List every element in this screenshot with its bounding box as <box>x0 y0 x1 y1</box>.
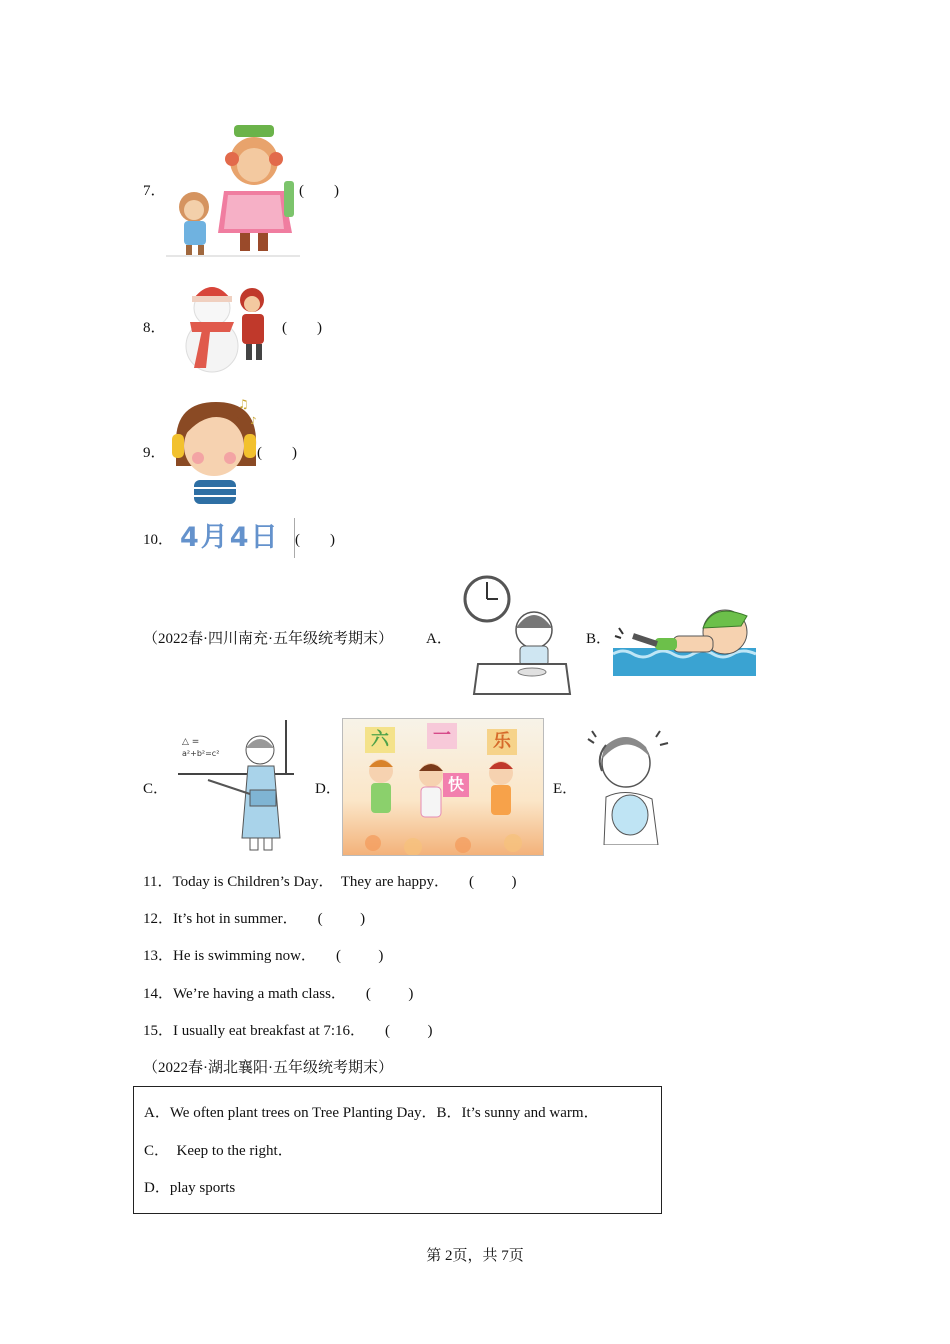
option-d-label: D． <box>315 781 341 797</box>
sentence-blank: ( ) <box>335 948 384 964</box>
sign-yi: 一 <box>427 723 457 749</box>
box-line-c: C． Keep to the right． <box>144 1143 293 1159</box>
sentence-number: 15． <box>143 1023 174 1039</box>
question-9-blank: ( ) <box>257 445 297 461</box>
sentence-blank: ( ) <box>469 874 517 890</box>
sign-kuai: 快 <box>443 773 469 797</box>
boy-sweating-hot-image <box>586 727 674 845</box>
clock-girl-breakfast-image <box>462 572 574 696</box>
options-box <box>133 1086 662 1214</box>
section3-source: （2022春·湖北襄阳·五年级统考期末） <box>143 1060 393 1076</box>
option-a-label: A． <box>426 631 452 647</box>
children-figures <box>343 719 543 855</box>
box-line-d: D．play sports <box>144 1180 236 1196</box>
section2-source: （2022春·四川南充·五年级统考期末） <box>143 631 393 647</box>
sentence-text: It’s hot in summer． <box>173 911 298 927</box>
option-e-label: E． <box>553 781 578 797</box>
sentence-number: 11． <box>143 874 173 890</box>
sentence-text: I usually eat breakfast at 7:16． <box>173 1023 366 1039</box>
svg-text:△ =: △ = <box>182 737 200 747</box>
question-8-number: 8． <box>143 320 166 336</box>
svg-text:♪: ♪ <box>250 416 257 427</box>
box-line-ab: A．We often plant trees on Tree Planting Day．B．It’s sunny and warm． <box>144 1105 599 1121</box>
girl-listening-music-image <box>166 396 266 504</box>
question-7-number: 7． <box>143 183 166 199</box>
sentence-number: 13． <box>143 948 174 964</box>
date-text: 4月4日 <box>180 522 280 553</box>
teacher-math-class-image <box>178 720 294 854</box>
sentence-13 <box>143 947 383 965</box>
boy-swimming-image <box>613 596 756 676</box>
sentence-blank: ( ) <box>385 1023 433 1039</box>
page-footer: 第 2页，共 7页 <box>426 1248 524 1264</box>
sentence-blank: ( ) <box>365 986 414 1002</box>
date-april-4-image <box>180 518 295 558</box>
sentence-15 <box>143 1022 433 1040</box>
question-9-number: 9． <box>143 445 166 461</box>
sentence-number: 12． <box>143 911 174 927</box>
question-7-blank: ( ) <box>299 183 339 199</box>
question-10-blank: ( ) <box>295 532 335 548</box>
sign-liu: 六 <box>365 727 395 753</box>
sentence-11 <box>143 873 517 891</box>
sentence-text: Today is Children’s Day． They are happy． <box>172 874 449 890</box>
snowman-child-image <box>172 276 276 376</box>
sentence-text: He is swimming now． <box>173 948 316 964</box>
option-b-label: B． <box>586 631 612 647</box>
svg-text:a²+b²=c²: a²+b²=c² <box>182 749 220 758</box>
monkey-mother-child-image <box>166 121 300 257</box>
sentence-14 <box>143 985 413 1003</box>
sentence-text: We’re having a math class． <box>173 986 346 1002</box>
option-c-label: C． <box>143 781 169 797</box>
svg-text:♫: ♫ <box>238 397 249 411</box>
sentence-blank: ( ) <box>317 911 366 927</box>
childrens-day-image <box>342 718 544 856</box>
question-8-blank: ( ) <box>282 320 322 336</box>
sentence-12 <box>143 910 365 928</box>
sentence-number: 14． <box>143 986 174 1002</box>
question-10-number: 10． <box>143 532 174 548</box>
sign-le: 乐 <box>487 729 517 755</box>
